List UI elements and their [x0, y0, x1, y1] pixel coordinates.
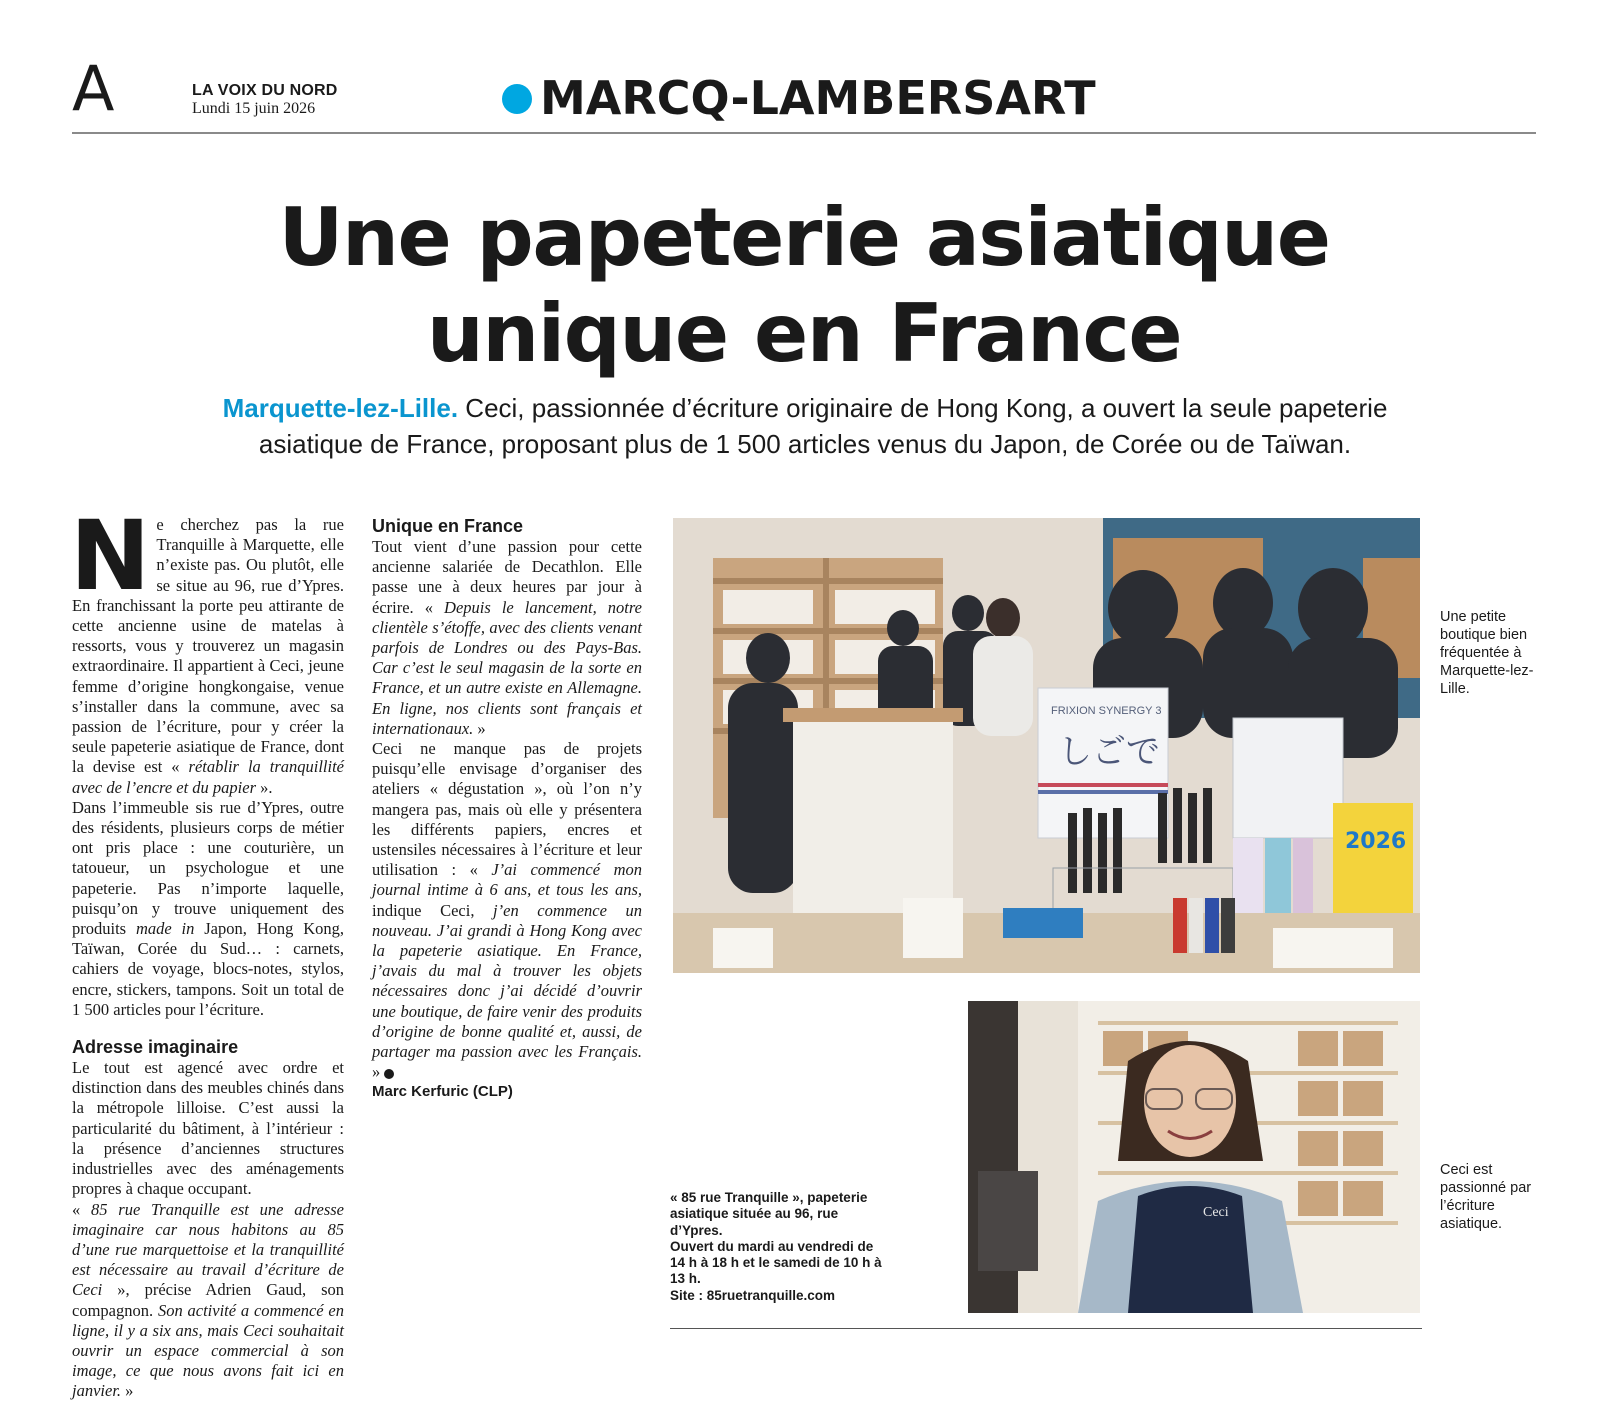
article-headline: [72, 190, 1536, 382]
paragraph-3: Le tout est agencé avec ordre et distinction dans des meubles chinés dans la métropole lilloise. C’est aussi la particularité du bâtiment, à l’intérieur : la présence d’anciennes structures industrielles avec des aménagements propres à chaque occupant.: [72, 1058, 344, 1199]
portrait-photo: [968, 1001, 1420, 1313]
header-divider: [72, 132, 1536, 134]
made-in-italic: made in: [135, 919, 195, 939]
shop-info-box: [670, 1190, 885, 1304]
paragraph-4: [72, 1200, 344, 1402]
paragraph-6-mid: indique Ceci,: [372, 900, 494, 920]
paragraph-1-end: ».: [256, 777, 273, 797]
quote-close: »: [473, 718, 486, 738]
author-byline: Marc Kerfuric (CLP): [372, 1083, 513, 1101]
info-hours: Ouvert du mardi au vendredi de 14 h à 18 h et le samedi de 10 h à 13 h.: [670, 1238, 882, 1287]
paragraph-1: [70, 500, 344, 798]
headline-line-2: unique en France: [426, 287, 1182, 380]
quote-clientele: Depuis le lancement, notre clientèle s’étoffe, avec des clients venant parfois de Londres ou des Pays-Bas. Car c’est le seul magasin de la sorte en France, et un autre existe en Allemagne. En ligne, nos clients sont français et internationaux.: [372, 597, 642, 738]
subheading-adresse-imaginaire: Adresse imaginaire: [72, 1037, 239, 1058]
info-website: Site : 85ruetranquille.com: [670, 1287, 836, 1303]
apron-label: Ceci: [1203, 1205, 1229, 1220]
shop-interior-photo: [673, 518, 1420, 973]
quote-close: »: [121, 1381, 134, 1401]
standfirst-place: Marquette-lez-Lille.: [222, 393, 459, 423]
section-title: MARCQ-LAMBERSART: [540, 71, 1096, 125]
paragraph-2-end: Japon, Hong Kong, Taïwan, Corée du Sud… : carnets, cahiers de voyage, blocs-notes, stylos, encre, stickers, tampons. Soit un total de 1 500 articles pour l’écriture.: [72, 919, 345, 1019]
shop-interior-illustration: [673, 518, 1420, 973]
product-glyphs: しごで: [1058, 732, 1160, 772]
newspaper-name: LA VOIX DU NORD: [192, 82, 338, 99]
info-address: « 85 rue Tranquille », papeterie asiatique située au 96, rue d’Ypres.: [670, 1190, 868, 1238]
photo-2-caption: Ceci est passionné par l’écriture asiatique.: [1440, 1162, 1532, 1232]
article-standfirst: [180, 390, 1430, 462]
book-label: 2026: [1345, 829, 1407, 854]
motto-quote: rétablir la tranquillité avec de l’encre et du papier: [72, 757, 344, 797]
paragraph-1-text: e cherchez pas la rue Tranquille à Marquette, elle n’existe pas. Ou plutôt, elle se situe au 96, rue d’Ypres. En franchissant la porte peu attirante de cette ancienne usine de matelas à ressorts, vous y trouverez un magasin extraordinaire. Il appartient à Ceci, jeune femme d’origine hongkongaise, venue s’installer dans la commune, avec sa passion de l’écriture, pour y créer la seule papeterie asiatique de France, dont la devise est «: [72, 515, 344, 777]
section-dot-icon: [502, 84, 532, 114]
paragraph-2-text: Dans l’immeuble sis rue d’Ypres, outre des résidents, plusieurs corps de métier ont pris place : une couturière, un tatoueur, un psychologue et une papeterie. Pas n’importe laquelle, puisqu’on y trouve uniquement des produits: [72, 797, 344, 939]
quote-adrien-2: Son activité a commencé en ligne, il y a six ans, mais Ceci souhaitait ouvrir un espace commercial à son image, ce que nous avons fait ici en janvier.: [72, 1300, 344, 1401]
drop-cap: N: [70, 500, 151, 612]
paragraph-5-text: Tout vient d’une passion pour cette ancienne salariée de Decathlon. Elle passe une à deux heures par jour à écrire. «: [372, 537, 642, 617]
product-label: FRIXION SYNERGY 3: [1051, 705, 1162, 717]
end-mark-icon: [384, 1069, 394, 1079]
paragraph-6-text: Ceci ne manque pas de projets puisqu’elle envisage d’organiser des ateliers « dégustation », où l’on n’y mangera pas, mais où elle y présentera les différents papiers, encres et ustensiles nécessaires à l’écriture et leur utilisation : «: [372, 739, 642, 880]
paragraph-6: [372, 739, 642, 1082]
quote-close: »: [372, 1062, 381, 1082]
quote-open: «: [72, 1199, 92, 1219]
headline-line-1: Une papeterie asiatique: [278, 191, 1330, 284]
masthead: [192, 82, 338, 118]
paragraph-2: [72, 798, 344, 1020]
article-column-2: [372, 515, 642, 1102]
standfirst-text: Ceci, passionnée d’écriture originaire de Hong Kong, a ouvert la seule papeterie asiatique de France, proposant plus de 1 500 articles venus du Japon, de Corée ou de Taïwan.: [258, 393, 1388, 459]
paragraph-5: [372, 537, 642, 739]
photo-1-caption: Une petite boutique bien fréquentée à Marquette-lez-Lille.: [1440, 609, 1534, 697]
bottom-divider: [670, 1328, 1422, 1329]
article-column-1: [70, 500, 345, 1402]
portrait-illustration: [968, 1001, 1420, 1313]
paragraph-4-text: », précise Adrien Gaud, son compagnon.: [72, 1280, 344, 1320]
section-letter: A: [72, 52, 115, 125]
quote-ceci-1: J’ai commencé mon journal intime à 6 ans, et tous les ans,: [372, 860, 642, 900]
quote-adrien-1: 85 rue Tranquille est une adresse imaginaire car nous habitons au 85 d’une rue marquettoise et la tranquillité est nécessaire au travail d’écriture de Ceci: [72, 1199, 345, 1300]
issue-date: Lundi 15 juin 2026: [192, 100, 316, 117]
quote-ceci-2: j’en commence un nouveau. J’ai grandi à Hong Kong avec la papeterie asiatique. En France, j’avais du mal à trouver les objets nécessaires donc j’ai décidé d’ouvrir une boutique, de faire venir des produits d’origine de bonne qualité et, aussi, de partager ma passion avec les Français.: [372, 900, 643, 1062]
subheading-unique-en-france: Unique en France: [372, 516, 524, 536]
